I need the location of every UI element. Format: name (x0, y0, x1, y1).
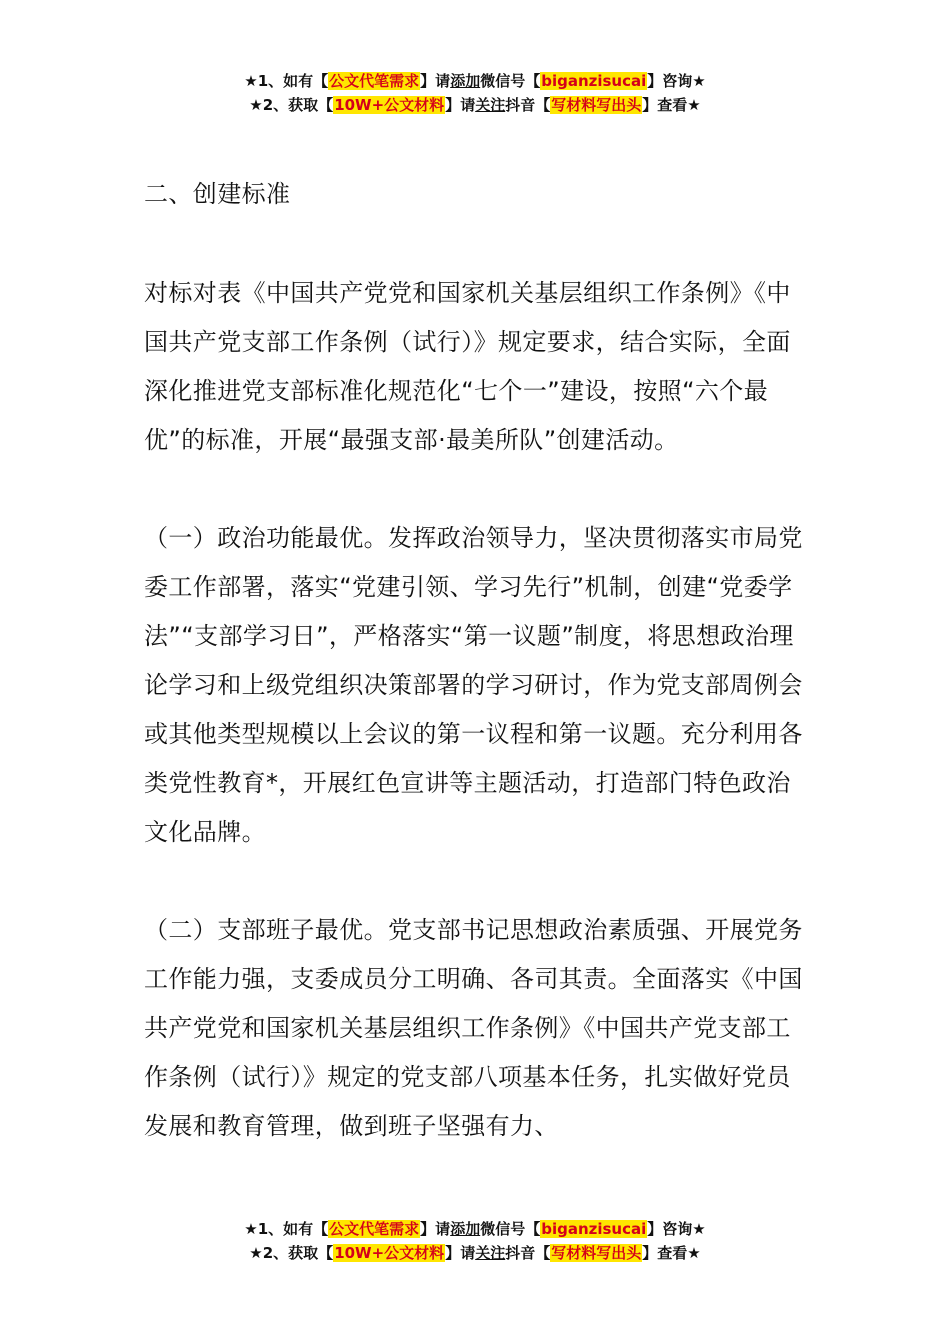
paragraph-intro: 对标对表《中国共产党党和国家机关基层组织工作条例》《中国共产党支部工作条例（试行）》规定要求，结合实际，全面深化推进党支部标准化规范化“七个一”建设，按照“六个最优”的标准，开展“最强支部·最美所队”创建活动。 (144, 279, 791, 454)
banner-highlight: biganzisucai (541, 72, 647, 90)
banner-text: 】咨询★ (647, 1220, 706, 1238)
banner-text: 抖音【 (505, 1244, 551, 1262)
banner-text: 微信号【 (480, 72, 541, 90)
banner-line-1 (0, 69, 950, 93)
header-banner (0, 69, 950, 117)
footer-banner (0, 1217, 950, 1265)
banner-line-2 (0, 93, 950, 117)
banner-highlight: biganzisucai (541, 1220, 647, 1238)
banner-text: 】请 (420, 1220, 451, 1238)
banner-emphasis: 关注 (475, 96, 506, 114)
banner-text: 】查看★ (642, 1244, 701, 1262)
banner-text: ★2、获取【 (249, 96, 334, 114)
banner-text: 抖音【 (505, 96, 551, 114)
banner-highlight: 10W+公文材料 (334, 1244, 445, 1262)
banner-highlight: 公文代笔需求 (329, 72, 420, 90)
banner-line-2 (0, 1241, 950, 1265)
document-body (144, 170, 810, 1151)
banner-highlight: 写材料写出头 (551, 96, 642, 114)
paragraph-political-function: （一）政治功能最优。发挥政治领导力，坚决贯彻落实市局党委工作部署，落实“党建引领、学习先行”机制，创建“党委学法”“支部学习日”，严格落实“第一议题”制度，将思想政治理论学习和上级党组织决策部署的学习研讨，作为党支部周例会或其他类型规模以上会议的第一议程和第一议题。充分利用各类党性教育*，开展红色宣讲等主题活动，打造部门特色政治文化品牌。 (144, 524, 803, 846)
banner-text: ★2、获取【 (249, 1244, 334, 1262)
banner-text: 微信号【 (480, 1220, 541, 1238)
banner-highlight: 公文代笔需求 (329, 1220, 420, 1238)
section-heading: 二、创建标准 (144, 180, 291, 208)
banner-emphasis: 添加 (450, 72, 481, 90)
banner-emphasis: 添加 (450, 1220, 481, 1238)
banner-text: ★1、如有【 (244, 1220, 329, 1238)
banner-text: 】请 (445, 96, 476, 114)
banner-text: 】请 (420, 72, 451, 90)
banner-text: ★1、如有【 (244, 72, 329, 90)
banner-line-1 (0, 1217, 950, 1241)
banner-text: 】请 (445, 1244, 476, 1262)
banner-text: 】查看★ (642, 96, 701, 114)
banner-text: 】咨询★ (647, 72, 706, 90)
banner-highlight: 10W+公文材料 (334, 96, 445, 114)
banner-emphasis: 关注 (475, 1244, 506, 1262)
paragraph-branch-team: （二）支部班子最优。党支部书记思想政治素质强、开展党务工作能力强，支委成员分工明确、各司其责。全面落实《中国共产党党和国家机关基层组织工作条例》《中国共产党支部工作条例（试行）》规定的党支部八项基本任务，扎实做好党员发展和教育管理，做到班子坚强有力、 (144, 916, 803, 1140)
banner-highlight: 写材料写出头 (551, 1244, 642, 1262)
